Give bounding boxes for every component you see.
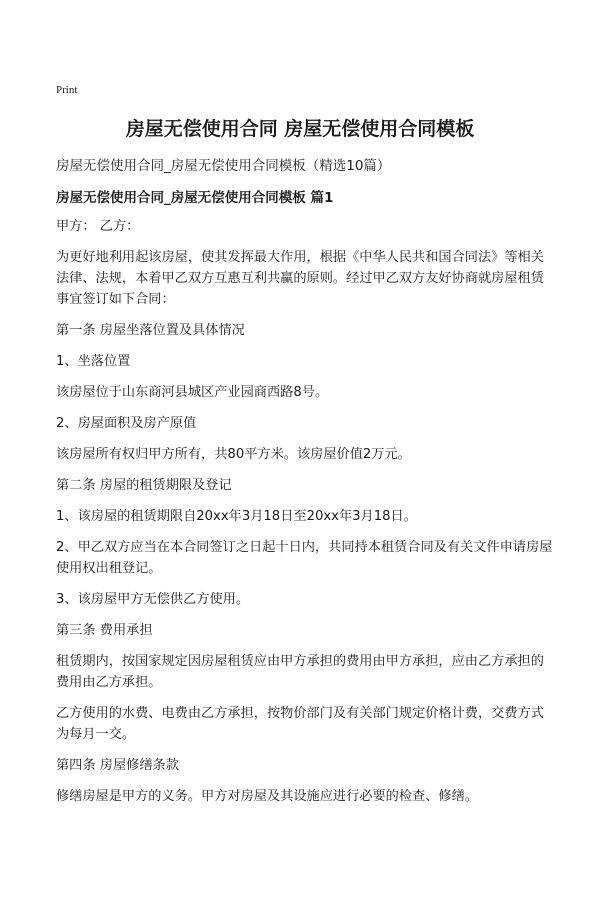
article-heading: 第三条 费用承担 [56,623,153,638]
article-heading: 第一条 房屋坐落位置及具体情况 [56,323,245,338]
document-title: 房屋无偿使用合同 房屋无偿使用合同模板 [125,118,475,140]
article-heading: 第四条 房屋修缮条款 [56,758,179,773]
paragraph: 乙方使用的水费、电费由乙方承担，按物价部门及有关部门规定价格计费，交费方式为每月一交。 [56,706,544,742]
paragraph: 为更好地利用起该房屋，使其发挥最大作用，根据《中华人民共和国合同法》等相关法律、法规，本着甲乙双方互惠互利共赢的原则。经过甲乙双方友好协商就房屋租赁事宜签订如下合同： [56,250,544,307]
paragraph: 租赁期内，按国家规定因房屋租赁应由甲方承担的费用由甲方承担，应由乙方承担的费用由乙方承担。 [56,654,544,690]
section-heading: 房屋无偿使用合同_房屋无偿使用合同模板 篇1 [56,190,334,206]
document-subtitle: 房屋无偿使用合同_房屋无偿使用合同模板（精选10篇） [56,158,391,174]
print-link[interactable]: Print [56,84,78,96]
paragraph: 该房屋所有权归甲方所有，共80平方米。该房屋价值2万元。 [56,447,411,462]
clause-heading: 2、房屋面积及房产原值 [56,416,197,431]
paragraph: 3、该房屋甲方无偿供乙方使用。 [56,592,250,607]
paragraph: 修缮房屋是甲方的义务。甲方对房屋及其设施应进行必要的检查、修缮。 [56,789,478,804]
article-heading: 第二条 房屋的租赁期限及登记 [56,478,232,493]
paragraph: 该房屋位于山东商河县城区产业园商西路8号。 [56,385,329,400]
paragraph: 1、该房屋的租赁期限自20xx年3月18日至20xx年3月18日。 [56,509,417,524]
clause-heading: 1、坐落位置 [56,354,131,369]
paragraph: 2、甲乙双方应当在本合同签订之日起十日内，共同持本租赁合同及有关文件申请房屋使用权出租登记。 [56,540,553,576]
parties-line: 甲方： 乙方： [56,219,140,234]
contract-body [56,216,554,807]
